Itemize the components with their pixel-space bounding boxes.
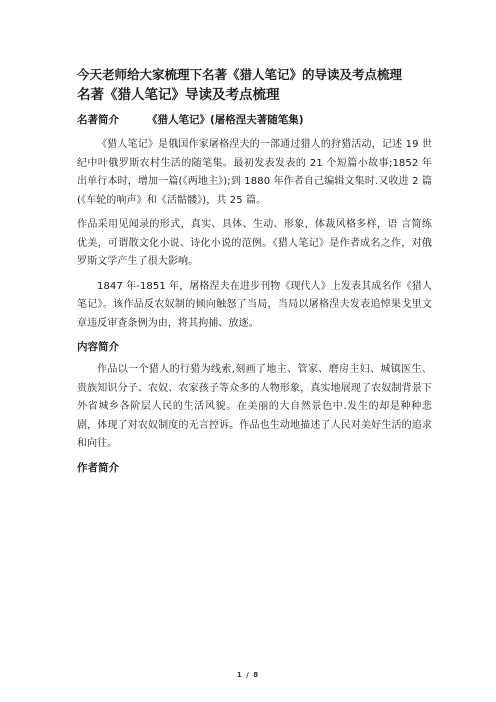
paragraph-content: 作品以一个猎人的行猎为线索,刻画了地主、管家、磨房主妇、城镇医生、贵族知识分子、农奴、农家孩子等众多的人物形象，真实地展现了农奴制背景下外省城乡各阶层人民的生活风貌。在美丽的大自然景色中.发生的却是种种悲剧，体现了对农奴制度的无言控诉。作品也生动地描述了人民对美好生活的追求和向往。 bbox=[77, 364, 432, 449]
document-body bbox=[77, 66, 432, 482]
page-heading: 今天老师给大家梳理下名著《猎人笔记》的导读及考点梳理 bbox=[77, 67, 403, 82]
intro-label: 名著简介 bbox=[77, 114, 119, 126]
intro-book-title: 《猎人笔记》(屠格涅夫著随笔集) bbox=[147, 114, 304, 126]
section-title-content: 内容简介 bbox=[77, 341, 119, 353]
paragraph-history: 1847 年-1851 年，屠格涅夫在进步刊物《现代人》上发表其成名作《猎人笔记》。该作品反农奴制的倾向触怒了当局，当局以屠格涅夫发表追悼果戈里文章违反审查条例为由，将其拘捕、放逐。 bbox=[77, 280, 432, 329]
page-subheading: 名著《猎人笔记》导读及考点梳理 bbox=[77, 87, 280, 103]
paragraph-overview: 《猎人笔记》是俄国作家屠格涅夫的一部通过猎人的狩猎活动，记述 19 世纪中叶俄罗斯农村生活的随笔集。最初发表发表的 21 个短篇小故事;1852 年出单行本时，增加一篇(《两地主》);到 1880 年作者自己编辑文集时.又收进 2 篇(《车轮的响声》和《活骷髅》)，共 25 篇。 bbox=[77, 139, 432, 206]
paragraph-style: 作品采用见闻录的形式，真实、具体、生动、形象，体裁风格多样，语 言简练优美，可谓散文化小说、诗化小说的范例。《猎人笔记》是作者成名之作，对俄罗斯文学产生了很大影响。 bbox=[77, 219, 432, 267]
intro-line bbox=[77, 112, 432, 128]
page-number: 1 / 8 bbox=[236, 671, 260, 679]
section-title-author: 作者简介 bbox=[77, 461, 119, 474]
